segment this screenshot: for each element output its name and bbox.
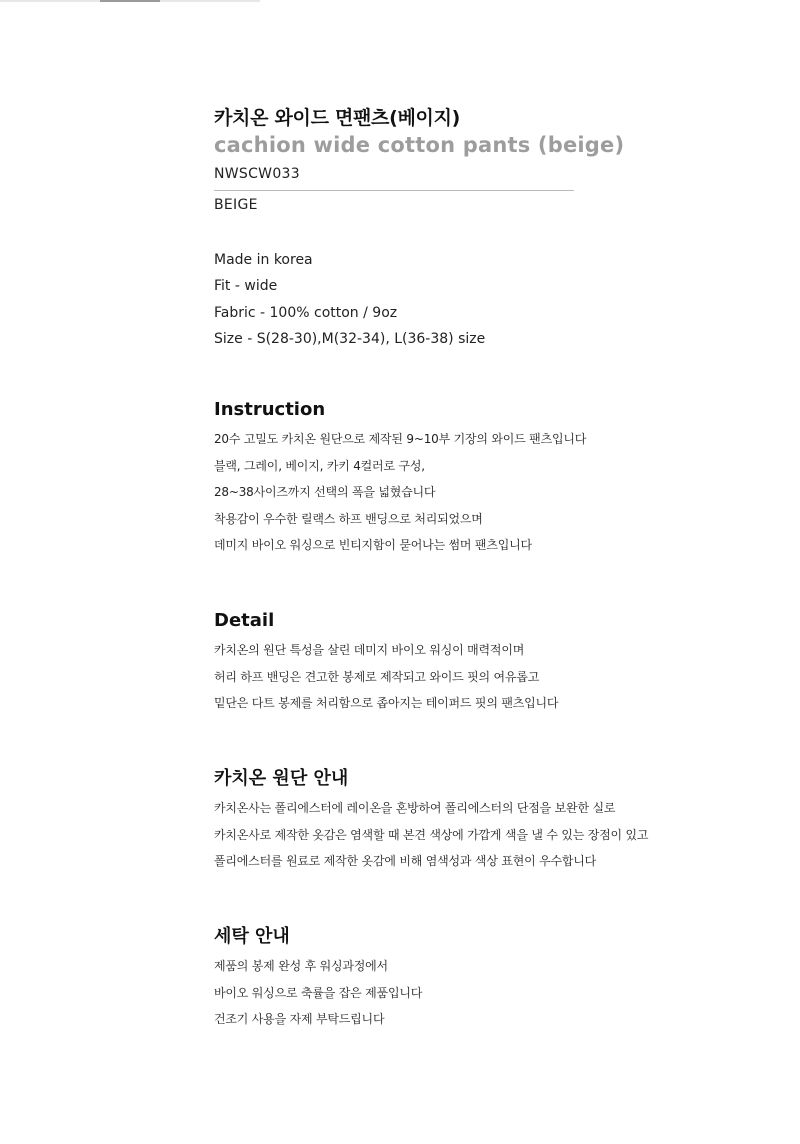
spec-fit: Fit - wide [214, 278, 278, 295]
top-strip-accent [100, 0, 160, 2]
title-divider [214, 190, 574, 191]
section-heading: Detail [214, 610, 275, 631]
section-heading: 카치온 원단 안내 [214, 768, 349, 789]
product-code: NWSCW033 [214, 166, 300, 182]
instruction-line: 20수 고밀도 카치온 원단으로 제작된 9~10부 기장의 와이드 팬츠입니다 [214, 432, 587, 446]
top-decorative-strip [0, 0, 260, 2]
detail-section [214, 609, 558, 717]
product-color: BEIGE [214, 197, 258, 213]
product-title-english: cachion wide cotton pants (beige) [214, 133, 625, 157]
detail-line: 밑단은 다트 봉제를 처리함으로 좁아지는 테이퍼드 핏의 팬츠입니다 [214, 696, 559, 710]
section-heading: 세탁 안내 [214, 926, 290, 947]
product-title-korean: 카치온 와이드 면팬츠(베이지) [214, 107, 461, 129]
section-heading: Instruction [214, 399, 326, 420]
washing-guide-line: 제품의 봉제 완성 후 워싱과정에서 [214, 959, 388, 973]
washing-guide-line: 건조기 사용을 자제 부탁드립니다 [214, 1012, 385, 1026]
spec-list [214, 247, 774, 352]
washing-guide-section [214, 925, 422, 1033]
fabric-guide-line: 카치온사는 폴리에스터에 레이온을 혼방하여 폴리에스터의 단점을 보완한 실로 [214, 801, 616, 815]
instruction-line: 28~38사이즈까지 선택의 폭을 넓혔습니다 [214, 485, 436, 499]
spec-origin: Made in korea [214, 252, 313, 268]
product-info [214, 105, 774, 352]
spec-size: Size - S(28-30),M(32-34), L(36-38) size [214, 330, 486, 347]
detail-line: 카치온의 원단 특성을 살린 데미지 바이오 워싱이 매력적이며 [214, 643, 525, 657]
fabric-guide-line: 폴리에스터를 원료로 제작한 옷감에 비해 염색성과 색상 표현이 우수합니다 [214, 854, 597, 868]
detail-line: 허리 하프 밴딩은 견고한 봉제로 제작되고 와이드 핏의 여유롭고 [214, 669, 540, 684]
fabric-guide-section [214, 767, 648, 875]
instruction-line: 착용감이 우수한 릴랙스 하프 밴딩으로 처리되었으며 [214, 511, 483, 526]
instruction-line: 블랙, 그레이, 베이지, 카키 4컬러로 구성, [214, 458, 425, 473]
spec-fabric: Fabric - 100% cotton / 9oz [214, 304, 398, 321]
instruction-line: 데미지 바이오 워싱으로 빈티지함이 묻어나는 썸머 팬츠입니다 [214, 538, 532, 552]
fabric-guide-line: 카치온사로 제작한 옷감은 염색할 때 본견 색상에 가깝게 색을 낼 수 있는 장점이 있고 [214, 827, 649, 842]
washing-guide-line: 바이오 워싱으로 축률을 잡은 제품입니다 [214, 985, 423, 1000]
instruction-section [214, 398, 586, 559]
